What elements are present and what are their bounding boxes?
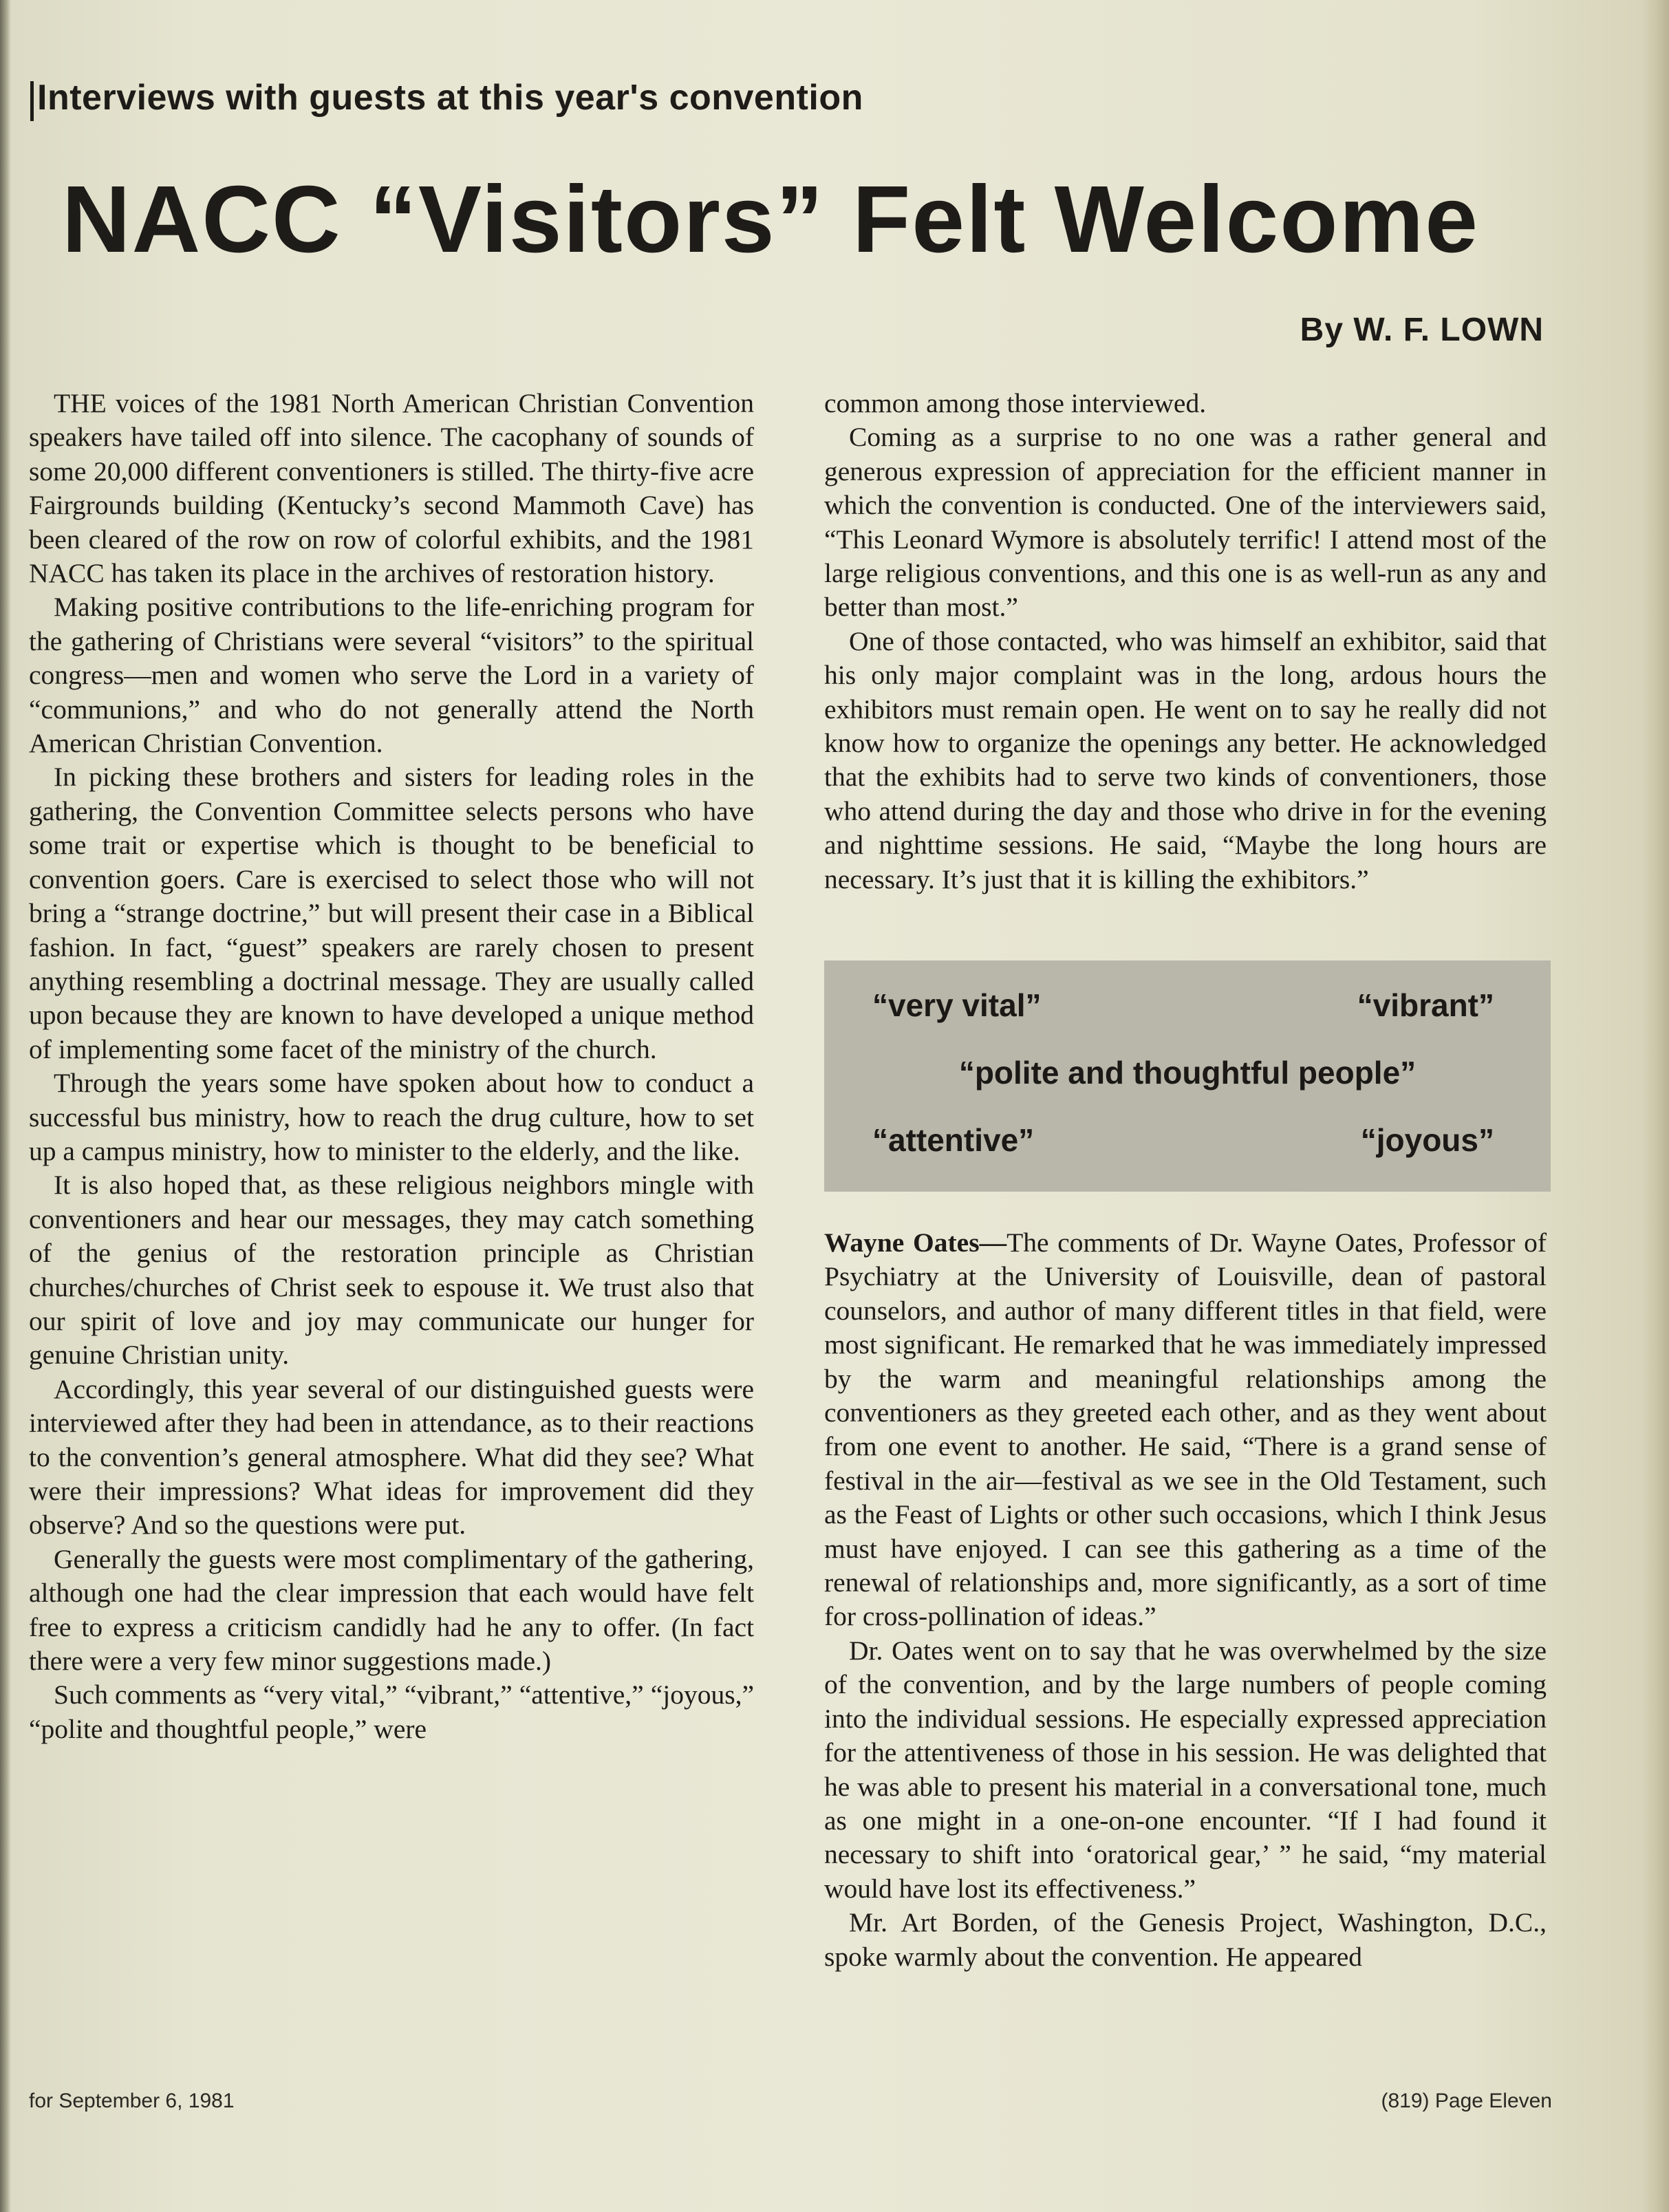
paragraph: Mr. Art Borden, of the Genesis Project, Washington, D.C., spoke warmly about the convention. He appeared — [824, 1907, 1547, 1972]
paragraph: common among those interviewed. — [824, 388, 1207, 418]
paragraph: In picking these brothers and sisters for leading roles in the gathering, the Convention Committee selects persons who have some trait or expertise which is thought to be beneficial to convention goers. Care is exercised to select those who will not bring a “strange doctrine,” but will present their case in a Biblical fashion. In fact, “guest” speakers are rarely chosen to present anything resembling a doctrinal message. They are usually called upon because they are known to have developed a unique method of implementing some facet of the ministry of the church. — [29, 762, 754, 1064]
paragraph: Dr. Oates went on to say that he was overwhelmed by the size of the convention, and by the large numbers of people coming into the individual sessions. He especially expressed appreciation for the attentiveness of those in his session. He was delighted that he was able to present his material in a conversational tone, much as one might in a one-on-one encounter. “If I had found it necessary to shift into ‘oratorical gear,’ ” he said, “my material would have lost its effectiveness.” — [824, 1635, 1547, 1904]
article-headline: NACC “Visitors” Felt Welcome — [61, 167, 1480, 272]
paragraph: Making positive contributions to the life-enriching program for the gathering of Christians were several “visitors” to the spiritual congress—men and women who serve the Lord in a variety of “communions,” and who do not generally attend the North American Christian Convention. — [29, 592, 754, 759]
paragraph: Generally the guests were most complimentary of the gathering, although one had the clear impression that each would have felt free to express a criticism candidly had he any to offer. (In fact there were a very few minor suggestions made.) — [29, 1543, 754, 1677]
pull-quote: “attentive” — [872, 1122, 1035, 1158]
interviewee-name: Wayne Oates— — [824, 1227, 1007, 1258]
paragraph: Such comments as “very vital,” “vibrant,” “attentive,” “joyous,” “polite and thoughtful people,” were — [29, 1679, 754, 1744]
pull-quote: “vibrant” — [1357, 987, 1494, 1023]
paragraph: Coming as a surprise to no one was a rather general and generous expression of appreciation for the efficient manner in which the convention is conducted. One of the interviewers said, “This Leonard Wymore is absolutely terrific! I attend most of the large religious conventions, and this one is as well-run as any and better than most.” — [824, 422, 1547, 623]
pull-quote-box — [824, 960, 1551, 1192]
left-column — [29, 387, 754, 1746]
paragraph: Accordingly, this year several of our distinguished guests were interviewed after they had been in attendance, as to their reactions to the convention’s general atmosphere. What did they see? What were their impressions? What ideas for improvement did they observe? And so the questions were put. — [29, 1373, 754, 1540]
page-left-edge — [0, 0, 11, 2212]
pull-quote: “joyous” — [1360, 1122, 1494, 1158]
paragraph-text: The comments of Dr. Wayne Oates, Professor of Psychiatry at the University of Louisville, dean of pastoral counselors, and author of many different titles in that field, were most significant. He remarked that he was immediately impressed by the warm and meaningful relationships among the conventioners as they greeted each other, and as they went about from one event to another. He said, “There is a grand sense of festival in the air—festival as we see in the Old Testament, such as the Feast of Lights or other such occasions, which I think Jesus must have enjoyed. I can see this gathering as a time of the renewal of relationships and, more significantly, as a sort of time for cross-pollination of ideas.” — [824, 1227, 1547, 1632]
paragraph — [824, 1226, 1547, 1634]
pull-quote: “polite and thoughtful people” — [958, 1055, 1417, 1091]
right-column-bottom — [824, 1226, 1547, 1974]
section-kicker: Interviews with guests at this year's convention — [37, 78, 863, 118]
kicker-rule — [30, 81, 34, 121]
pull-quote: “very vital” — [872, 987, 1042, 1023]
paragraph: THE voices of the 1981 North American Christian Convention speakers have tailed off into silence. The cacophany of sounds of some 20,000 different conventioners is stilled. The thirty-five acre Fairgrounds building (Kentucky’s second Mammoth Cave) has been cleared of the row on row of colorful exhibits, and the 1981 NACC has taken its place in the archives of restoration history. — [29, 388, 754, 589]
footer-page-number: (819) Page Eleven — [1381, 2090, 1552, 2112]
article-byline: By W. F. LOWN — [1300, 312, 1544, 348]
paragraph: Through the years some have spoken about how to conduct a successful bus ministry, how to reach the drug culture, how to set up a campus ministry, how to minister to the elderly, and the like. — [29, 1068, 754, 1166]
paragraph: One of those contacted, who was himself an exhibitor, said that his only major complaint was in the long, ardous hours the exhibitors must remain open. He went on to say he really did not know how to organize the openings any better. He acknowledged that the exhibits had to serve two kinds of conventioners, those who attend during the day and those who drive in for the evening and nighttime sessions. He said, “Maybe the long hours are necessary. It’s just that it is killing the exhibitors.” — [824, 625, 1547, 894]
paragraph: It is also hoped that, as these religious neighbors mingle with conventioners and hear our messages, they may catch something of the genius of the restoration principle as Christian churches/churches of Christ seek to espouse it. We trust also that our spirit of love and joy may communicate our hunger for genuine Christian unity. — [29, 1170, 754, 1371]
right-column-top — [824, 387, 1547, 896]
footer-date: for September 6, 1981 — [29, 2090, 235, 2112]
page-right-edge — [1641, 0, 1669, 2212]
